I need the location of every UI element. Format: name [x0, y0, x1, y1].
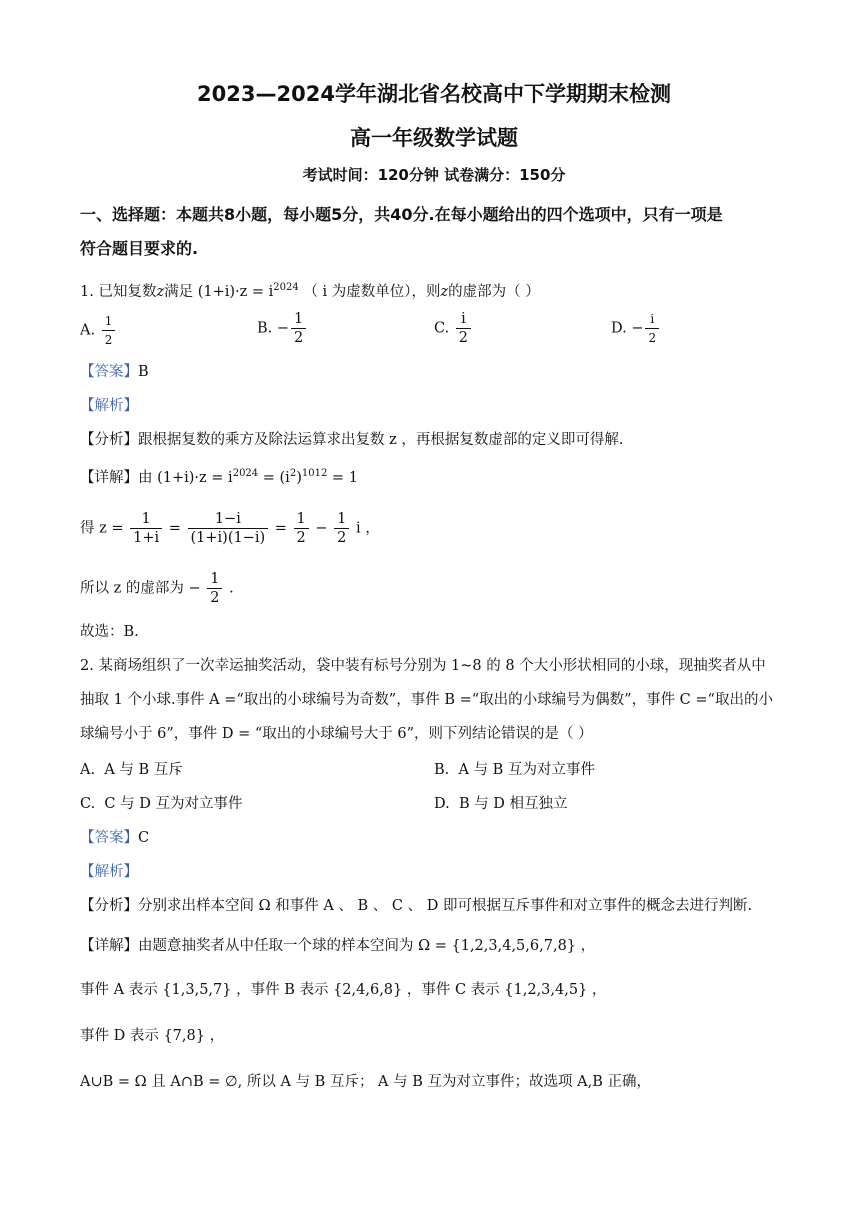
q1-option-b-sign: − — [276, 320, 290, 337]
q1-option-b-letter: B. — [257, 320, 273, 337]
q1-option-d-letter: D. — [611, 320, 627, 337]
q1-conclusion-frac — [207, 570, 222, 607]
q1-detail-mid2: ) — [296, 470, 302, 486]
q2-option-b-letter: B. — [434, 762, 450, 778]
document-title: 2023—2024学年湖北省名校高中下学期期末检测 — [197, 82, 671, 106]
q1-option-d-den: 2 — [648, 331, 657, 345]
q1-option-c-letter: C. — [434, 320, 450, 337]
q2-option-d — [434, 792, 568, 813]
q1-answer-label: 【答案】 — [80, 364, 138, 380]
q1-derive-frac4-den: 2 — [337, 530, 347, 546]
q1-detail-exp2: 2 — [289, 468, 297, 480]
q2-option-c-text: C 与 D 互为对立事件 — [104, 796, 243, 812]
q2-option-c — [80, 792, 242, 813]
q2-fenxi-label: 【分析】 — [80, 898, 138, 914]
q1-option-d-num: i — [645, 310, 659, 329]
q1-answer-value: B — [138, 364, 149, 380]
q1-derive-eq2: = — [274, 520, 287, 537]
q1-option-c-num: i — [456, 310, 471, 329]
q2-fenxi — [80, 894, 752, 915]
q1-derive-frac4-num: 1 — [334, 510, 349, 529]
q2-analysis-label — [80, 860, 138, 881]
q1-detail — [80, 466, 358, 487]
q1-derive-end: i ， — [356, 520, 380, 537]
section-heading-line2: 符合题目要求的. — [80, 239, 199, 258]
q1-option-d — [611, 310, 661, 347]
q1-derive-frac1-den: 1+i — [133, 530, 160, 546]
q1-derive-frac1-num: 1 — [130, 510, 162, 529]
q2-event-d-line: 事件 D 表示 {7,8} ， — [80, 1028, 225, 1044]
q1-option-a-den: 2 — [104, 333, 113, 347]
q1-detail-exp3: 1012 — [301, 468, 328, 480]
q1-derive-prefix: 得 z = — [80, 520, 124, 537]
q2-answer — [80, 826, 149, 847]
q1-conclusion-num: 1 — [207, 570, 222, 589]
q2-detail — [80, 934, 595, 955]
q2-detail-text: 由题意抽奖者从中任取一个球的样本空间为 Ω = {1,2,3,4,5,6,7,8} ， — [138, 938, 596, 954]
q2-option-b-text: A 与 B 互为对立事件 — [458, 762, 595, 778]
q2-option-a-text: A 与 B 互斥 — [104, 762, 183, 778]
q1-formula-exp: 2024 — [273, 282, 299, 294]
q1-detail-mid: = (i — [258, 470, 290, 486]
q2-answer-label: 【答案】 — [80, 830, 138, 846]
q2-option-b — [434, 758, 595, 779]
q2-option-a — [80, 758, 183, 779]
q1-derive-minus: − — [315, 520, 328, 537]
q1-analysis-label — [80, 394, 138, 415]
q1-option-b — [257, 310, 308, 347]
q1-detail-exp1: 2024 — [232, 468, 259, 480]
q2-stem-line1: 2. 某商场组织了一次幸运抽奖活动，袋中装有标号分别为 1~8 的 8 个大小形状相同的小球，现抽奖者从中 — [80, 658, 766, 674]
q1-derive-frac2 — [188, 510, 269, 547]
q1-stem-prefix: 1. 已知复数 — [80, 284, 157, 300]
q2-union-line: A∪B = Ω 且 A∩B = ∅, 所以 A 与 B 互斥； A 与 B 互为对立事件；故选项 A,B 正确， — [80, 1074, 651, 1090]
q1-option-c-den: 2 — [458, 330, 469, 346]
q1-option-a-fraction — [102, 312, 116, 349]
q2-analysis-label-text: 【解析】 — [80, 864, 138, 880]
q1-option-d-fraction — [645, 310, 659, 347]
q1-conclusion-end: . — [229, 580, 234, 597]
q2-option-d-letter: D. — [434, 796, 450, 812]
q1-detail-text: 由 (1+i)·z = i — [138, 470, 233, 486]
q1-stem — [80, 280, 540, 301]
q1-stem-suffix: （ i 为虚数单位），则 — [303, 284, 441, 300]
document-subtitle: 高一年级数学试题 — [350, 126, 518, 150]
q1-conclusion-prefix: 所以 z 的虚部为 − — [80, 580, 201, 597]
q1-derive-frac2-den: (1+i)(1−i) — [190, 530, 266, 546]
q1-derivation — [80, 510, 380, 547]
section-heading — [80, 198, 790, 266]
q1-derive-frac2-num: 1−i — [188, 510, 269, 529]
q1-option-b-den: 2 — [294, 330, 304, 346]
q1-option-c — [434, 310, 473, 347]
q2-events-line: 事件 A 表示 {1,3,5,7} ，事件 B 表示 {2,4,6,8} ，事件 C 表示 {1,2,3,4,5} ， — [80, 982, 607, 998]
q1-analysis-label-text: 【解析】 — [80, 398, 138, 414]
q1-fenxi-text: 跟根据复数的乘方及除法运算求出复数 z ，再根据复数虚部的定义即可得解. — [138, 432, 624, 448]
q1-option-a-letter: A. — [80, 322, 96, 339]
q2-fenxi-text: 分别求出样本空间 Ω 和事件 A 、 B 、 C 、 D 即可根据互斥事件和对立事件的概念去进行判断. — [138, 898, 753, 914]
q1-stem-end: 的虚部为（ ） — [448, 284, 540, 300]
q1-detail-label: 【详解】 — [80, 470, 138, 486]
q1-option-a — [80, 312, 117, 349]
q1-option-d-sign: − — [631, 320, 644, 337]
q2-stem-line2: 抽取 1 个小球.事件 A =“取出的小球编号为奇数”，事件 B =“取出的小球编号为偶数”，事件 C =“取出的小 — [80, 692, 773, 708]
q1-answer — [80, 360, 149, 381]
q1-choose: 故选：B. — [80, 624, 139, 640]
q1-derive-frac4 — [334, 510, 349, 547]
q2-option-c-letter: C. — [80, 796, 96, 812]
q1-fenxi — [80, 428, 623, 449]
q1-var: z — [156, 284, 165, 300]
q1-conclusion-den: 2 — [210, 590, 220, 606]
q2-detail-label: 【详解】 — [80, 938, 138, 954]
q2-answer-value: C — [138, 830, 150, 846]
q2-stem-line3: 球编号小于 6”，事件 D = “取出的小球编号大于 6”，则下列结论错误的是（ ） — [80, 726, 593, 742]
q1-derive-frac3 — [294, 510, 309, 547]
q1-fenxi-label: 【分析】 — [80, 432, 138, 448]
q1-conclusion — [80, 570, 234, 607]
q1-var2: z — [440, 284, 449, 300]
q1-detail-end: = 1 — [327, 470, 358, 486]
q2-option-d-text: B 与 D 相互独立 — [458, 796, 568, 812]
q2-option-a-letter: A. — [80, 762, 96, 778]
exam-info: 考试时间：120分钟 试卷满分：150分 — [302, 166, 566, 184]
q1-derive-frac3-den: 2 — [296, 530, 306, 546]
q1-derive-frac3-num: 1 — [294, 510, 309, 529]
q1-option-b-num: 1 — [291, 310, 306, 329]
q1-derive-frac1 — [130, 510, 162, 547]
q1-formula: (1+i)·z = i — [197, 284, 274, 300]
q1-option-c-fraction — [456, 310, 471, 347]
section-heading-line1: 一、选择题：本题共8小题，每小题5分，共40分.在每小题给出的四个选项中，只有一项是 — [80, 205, 723, 224]
q1-option-b-fraction — [291, 310, 306, 347]
q1-stem-mid: 满足 — [164, 284, 194, 300]
q1-derive-eq1: = — [168, 520, 181, 537]
q1-option-a-num: 1 — [102, 312, 116, 331]
